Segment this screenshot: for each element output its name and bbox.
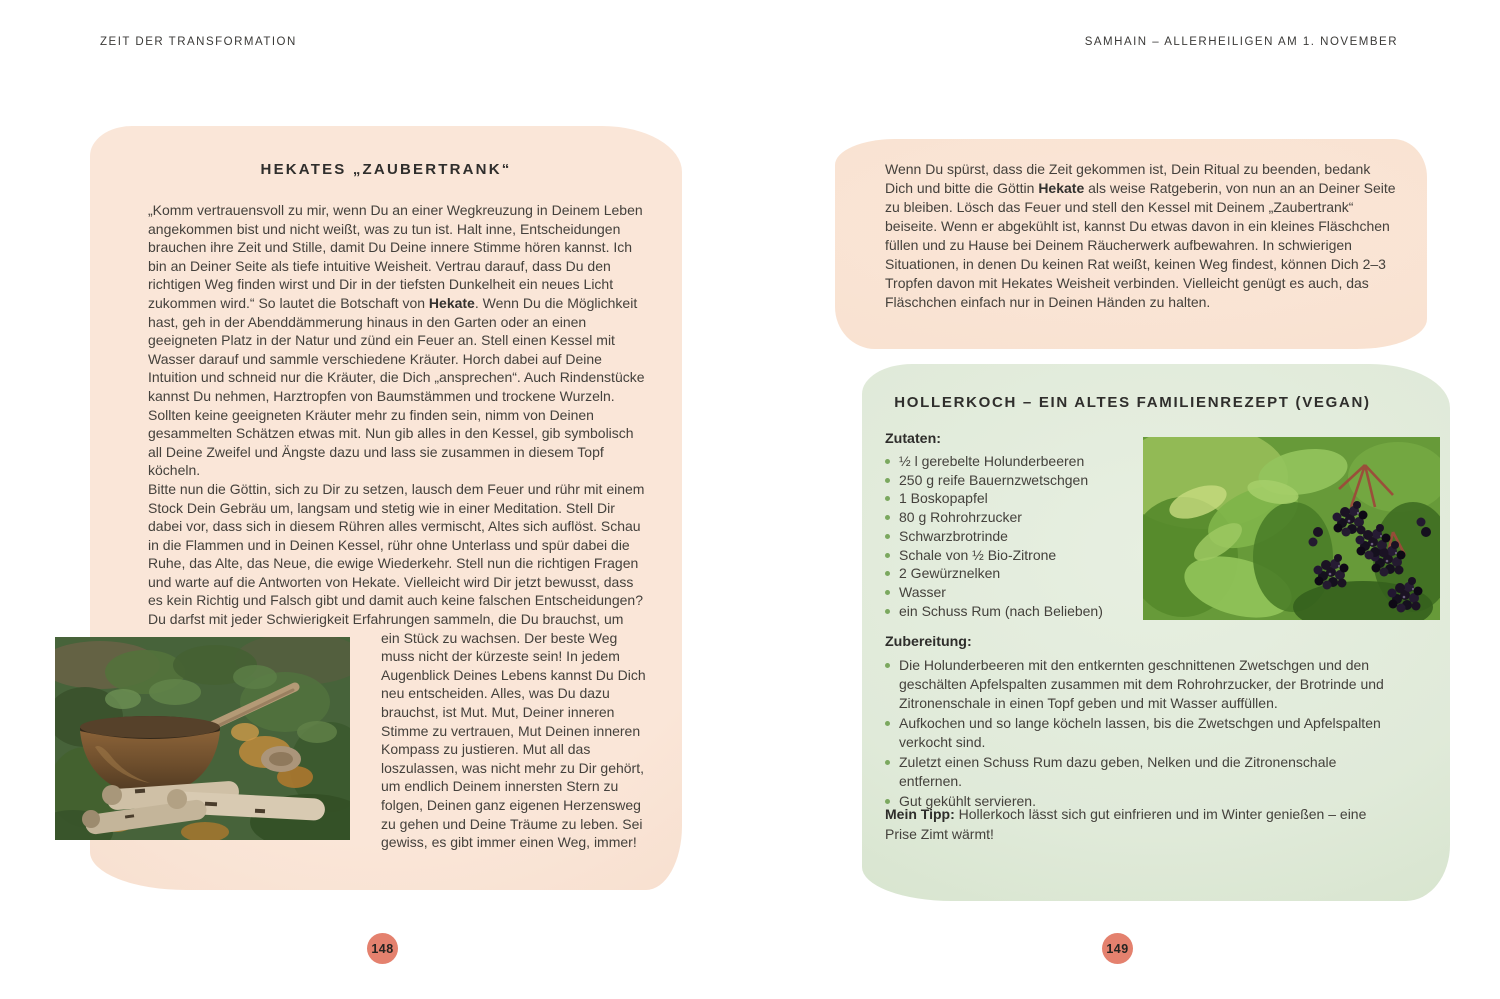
bullet-dot-icon <box>885 609 890 614</box>
bullet-dot-icon <box>885 799 890 804</box>
bullet-dot-icon <box>885 553 890 558</box>
running-head-right: SAMHAIN – ALLERHEILIGEN AM 1. NOVEMBER <box>1084 36 1398 48</box>
intro-paragraph: Wenn Du spürst, dass die Zeit gekommen ist, Dein Ritual zu beenden, bedank Dich und bitte die Göttin Hekate als weise Ratgeberin, von nun an an Deiner Seite zu bleiben. Lösch das Feuer und stell den Kessel mit Deinem „Zaubertrank“ beiseite. Wenn er abgekühlt ist, kannst Du etwas davon in ein kleines Fläschchen füllen und zu Hause bei Deinem Räucherwerk aufbewahren. In schwierigen Situationen, in denen Du keinen Rat weißt, keinen Weg findest, können Dich 2–3 Tropfen davon mit Hekates Weisheit verbinden. Vielleicht genügt es auch, das Fläschchen einfach nur in Deinen Händen zu halten. <box>885 161 1396 310</box>
list-item-text: Gut gekühlt servieren. <box>899 792 1036 809</box>
elderberries-photo <box>1143 437 1440 620</box>
list-item-text: Die Holunderbeeren mit den entkernten geschnittenen Zwetschgen und den geschälten Apfelspalten zusammen mit dem Rohrohrzucker, der Brotrinde und Zitronenschale in einen Topf geben und mit Wasser auffüllen. <box>899 657 1384 712</box>
list-item <box>885 564 1185 583</box>
bullet-dot-icon <box>885 478 890 483</box>
bullet-dot-icon <box>885 459 890 464</box>
list-item <box>885 583 1185 602</box>
list-item-text: 1 Boskopapfel <box>899 490 988 507</box>
list-item-text: Schwarzbrotrinde <box>899 527 1008 544</box>
preparation-steps-list <box>885 656 1391 812</box>
elderberry-photo-illustration <box>1143 437 1440 620</box>
ingredients-list <box>885 452 1185 620</box>
list-item <box>885 602 1185 621</box>
article-paragraph-text: ein Stück zu wachsen. Der beste Weg muss nicht der kürzeste sein! In jedem Augenblick Deines Lebens kannst Du Dich neu entscheiden. Alles, was Du dazu brauchst, ist Mut. Mut, Deiner inneren Stimme zu vertrauen, Mut Deinen inneren Kompass zu justieren. Mut all das loszulassen, was nicht mehr zu Dir gehört, um endlich Deinem innersten Stern zu folgen, Deinen ganz eigenen Herzensweg zu gehen und Deine Träume zu leben. Sei gewiss, es gibt immer einen Weg, immer! <box>381 629 646 851</box>
list-item-text: Schale von ½ Bio-Zitrone <box>899 546 1057 563</box>
list-item-text: ½ l gerebelte Holunderbeeren <box>899 453 1085 469</box>
bullet-dot-icon <box>885 760 890 765</box>
page-number: 149 <box>1106 941 1129 956</box>
list-item <box>885 714 1391 752</box>
list-item-text: Wasser <box>899 583 946 600</box>
cauldron-in-ivy-photo <box>55 637 350 840</box>
cauldron-photo-illustration <box>55 637 350 840</box>
list-item-text: ein Schuss Rum (nach Belieben) <box>899 602 1103 619</box>
bullet-dot-icon <box>885 721 890 726</box>
preparation-label: Zubereitung: <box>885 634 972 650</box>
list-item-text: 250 g reife Bauernzwetschgen <box>899 471 1089 488</box>
article-paragraph: Bitte nun die Göttin, sich zu Dir zu setzen, lausch dem Feuer und rühr mit einem Stock Dein Gebräu um, langsam und stetig wie in einer Meditation. Stell Dir dabei vor, dass sich in diesem Rühren alles vermischt, Altes sich auflöst. Schau in die Flammen und in Deinen Kessel, rühr ohne Unterlass und spür dabei die Ruhe, das Alte, das Neue, die ewige Wiederkehr. Stell nun die richtigen Fragen und warte auf die Antworten von Hekate. Vielleicht wird Dir jetzt bewusst, dass es kein Richtig und Falsch gibt und damit auch keine falschen Entscheidungen? Du darfst mit jeder Schwierigkeit Erfahrungen sammeln, die Du brauchst, um <box>148 480 645 628</box>
list-item-text: Aufkochen und so lange köcheln lassen, bis die Zwetschgen und Apfelspalten verkocht sind. <box>899 715 1381 751</box>
list-item <box>885 546 1185 565</box>
list-item-text: 80 g Rohrohrzucker <box>899 509 1022 526</box>
article-paragraph: „Komm vertrauensvoll zu mir, wenn Du an einer Wegkreuzung in Deinem Leben angekommen bist und nicht weißt, was zu tun ist. Halt inne, Entscheidungen brauchen ihre Zeit und Stille, damit Du Deine innere Stimme hören kannst. Ich bin an Deiner Seite als tiefe intuitive Weisheit. Vertrau darauf, dass Du den richtigen Weg finden wirst und Dir in der tiefsten Dunkelheit ein neues Licht zukommen wird.“ So lautet die Botschaft von Hekate. Wenn Du die Möglichkeit hast, geh in der Abenddämmerung hinaus in den Garten oder an einen geeigneten Platz in der Natur und zünd ein Feuer an. Stell einen Kessel mit Wasser darauf und sammle verschiedene Kräuter. Horch dabei auf Deine Intuition und schneid nur die Kräuter, die Dich „ansprechen“. Auch Rindenstücke kannst Du nehmen, Harztropfen von Baumstämmen und trockene Wurzeln. Sollten keine geeigneten Kräuter mehr zu finden sein, nimm von Deinen gesammelten Schätzen etwas mit. Nun gib alles in den Kessel, gib symbolisch all Deine Zweifel und Ängste dazu und lass sie zusammen in diesem Topf köcheln. <box>148 202 645 479</box>
recipe-title: HOLLERKOCH – EIN ALTES FAMILIENREZEPT (VEGAN) <box>894 394 1371 411</box>
list-item <box>885 753 1391 791</box>
list-item <box>885 656 1391 714</box>
list-item <box>885 508 1185 527</box>
page-number-badge <box>367 933 398 964</box>
list-item <box>885 471 1185 490</box>
running-head-left: ZEIT DER TRANSFORMATION <box>100 36 297 48</box>
page-number-badge <box>1102 933 1133 964</box>
list-item <box>885 527 1185 546</box>
tip-paragraph: Mein Tipp: Hollerkoch lässt sich gut einfrieren und im Winter genießen – eine Prise Zimt wärmt! <box>885 806 1367 842</box>
list-item-text: Zuletzt einen Schuss Rum dazu geben, Nelken und die Zitronenschale entfernen. <box>899 754 1337 790</box>
ingredients-label: Zutaten: <box>885 431 941 447</box>
right-page <box>750 0 1500 999</box>
bullet-dot-icon <box>885 571 890 576</box>
page-number: 148 <box>371 941 394 956</box>
list-item <box>885 452 1185 471</box>
bullet-dot-icon <box>885 496 890 501</box>
list-item-text: 2 Gewürznelken <box>899 565 1001 582</box>
bullet-dot-icon <box>885 590 890 595</box>
bullet-dot-icon <box>885 515 890 520</box>
list-item <box>885 489 1185 508</box>
bullet-dot-icon <box>885 663 890 668</box>
bullet-dot-icon <box>885 534 890 539</box>
article-title: HEKATES „ZAUBERTRANK“ <box>260 161 512 178</box>
